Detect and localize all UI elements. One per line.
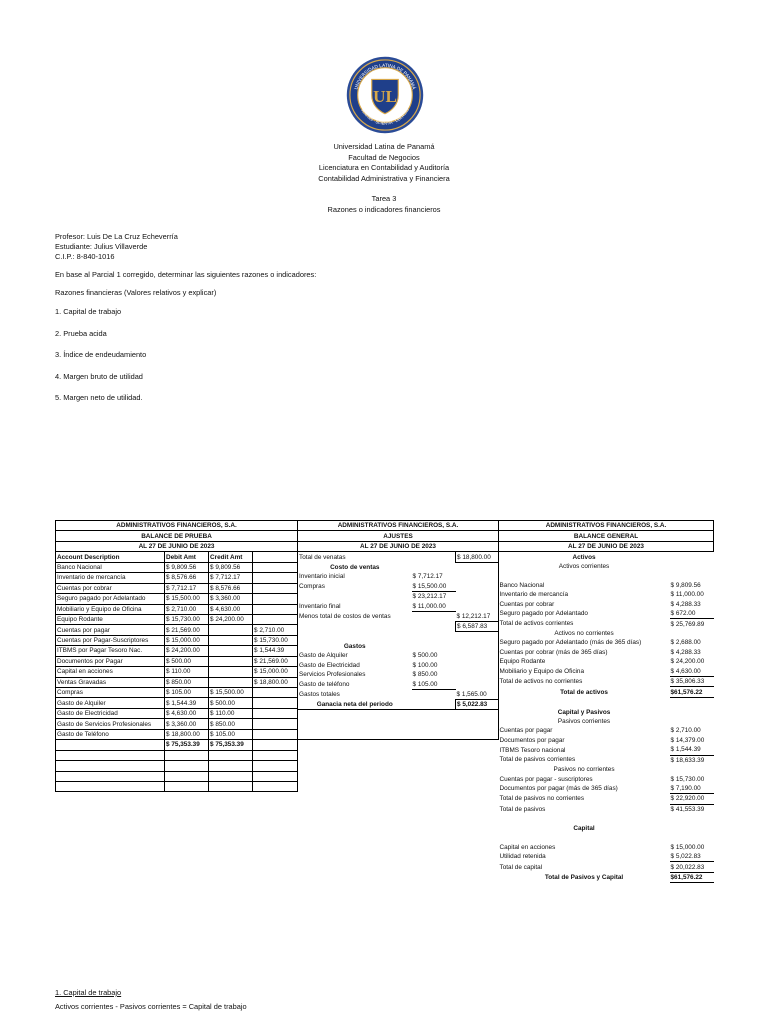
amount-cell (209, 667, 253, 677)
adjustments-table (297, 520, 499, 740)
amount-cell (253, 562, 298, 572)
total-sales-value: $ 18,800.00 (456, 552, 499, 562)
course-name: Contabilidad Administrativa y Financiera (318, 173, 450, 183)
instructions-text: En base al Parcial 1 corregido, determinar las siguientes razones o indicadores: (55, 270, 317, 279)
account-label: ITBMS Tesoro nacional (499, 746, 566, 754)
list-item: 5. Margen neto de utilidad. (55, 393, 143, 402)
trial-subtitle: BALANCE DE PRUEBA (56, 531, 298, 541)
account-description: Gasto de Teléfono (56, 729, 165, 739)
amount-cell (209, 625, 253, 635)
net-profit-value: $ 5,022.83 (456, 699, 499, 709)
document-header (0, 142, 768, 216)
table-row (56, 677, 298, 687)
account-label: Documentos por pagar (499, 736, 565, 744)
account-description: Cuentas por cobrar (56, 583, 165, 593)
balance-sheet-table (498, 520, 714, 883)
professor-line: Profesor: Luis De La Cruz Echeverría (55, 232, 178, 241)
account-description: Equipo Rodante (56, 614, 165, 624)
capital-liabilities-heading: Capital y Pasivos (557, 708, 611, 716)
trial-title: ADMINISTRATIVOS FINANCIEROS, S.A. (56, 521, 298, 531)
table-row (56, 614, 298, 624)
account-description: Compras (56, 688, 165, 698)
total-noncurrent-liabilities-label: Total de pasivos no corrientes (499, 795, 585, 803)
account-label: Banco Nacional (499, 581, 545, 589)
amount-cell: $ 1,544.39 (165, 698, 209, 708)
total-credit: $ 75,353.39 (209, 740, 253, 750)
total-current-liabilities-value: $ 18,633.39 (670, 756, 705, 764)
amount-cell: $ 15,000.00 (165, 635, 209, 645)
list-item: 4. Margen bruto de utilidad (55, 371, 143, 381)
initial-inventory-value: $ 7,712.17 (412, 573, 443, 581)
account-value: $ 24,200.00 (670, 658, 705, 666)
working-capital-section (55, 986, 247, 1014)
table-row (56, 729, 298, 739)
total-noncurrent-assets-value: $ 35,806.33 (670, 678, 705, 686)
amount-cell (253, 614, 298, 624)
account-description: Seguro pagado por Adelantado (56, 594, 165, 604)
expense-value: $ 100.00 (412, 661, 438, 669)
balance-date: AL 27 DE JUNIO DE 2023 (499, 541, 714, 551)
table-row (56, 573, 298, 583)
seal-ring-text-bottom: VERITAS · SCIENTIA · LIBERTAS (360, 107, 410, 126)
account-value: $ 2,688.00 (670, 639, 701, 647)
amount-cell: $ 4,630.00 (165, 708, 209, 718)
account-description: Inventario de mercancía (56, 573, 165, 583)
amount-cell: $ 110.00 (165, 667, 209, 677)
student-line: Estudiante: Julius Villaverde (55, 242, 148, 251)
account-value: $ 672.00 (670, 609, 714, 619)
amount-cell (209, 656, 253, 666)
account-description: Capital en acciones (56, 667, 165, 677)
amount-cell: $ 24,200.00 (165, 646, 209, 656)
account-description: Cuentas por pagar (56, 625, 165, 635)
account-description: Gasto de Alquiler (56, 698, 165, 708)
total-debit: $ 75,353.39 (165, 740, 209, 750)
less-cost-value: $ 12,212.17 (456, 611, 499, 621)
account-description: Documentos por Pagar (56, 656, 165, 666)
total-noncurrent-assets-label: Total de activos no corrientes (499, 678, 583, 686)
account-label: Inventario de mercancía (499, 591, 569, 599)
working-capital-formula: Activos corrientes - Pasivos corrientes = Capital de trabajo (55, 1002, 247, 1011)
amount-cell: $ 105.00 (165, 688, 209, 698)
university-name: Universidad Latina de Panamá (333, 142, 435, 151)
total-liabilities-capital-label: Total de Pasivos y Capital (544, 873, 624, 881)
amount-cell (209, 677, 253, 687)
noncurrent-liabilities-heading: Pasivos no corrientes (553, 766, 615, 774)
amount-cell: $ 3,360.00 (209, 594, 253, 604)
account-value: $ 14,379.00 (670, 736, 705, 744)
amount-cell: $ 15,500.00 (165, 594, 209, 604)
account-label: Cuentas por cobrar (más de 365 días) (499, 648, 608, 656)
initial-inventory-label: Inventario inicial (298, 572, 412, 581)
total-assets-value: $61,576.22 (670, 687, 714, 697)
total-expenses-label: Gastos totales (298, 689, 412, 699)
amount-cell: $ 4,630.00 (209, 604, 253, 614)
account-label: Cuentas por pagar (499, 727, 553, 735)
amount-cell: $ 8,576.66 (209, 583, 253, 593)
amount-cell: $ 2,710.00 (165, 604, 209, 614)
total-noncurrent-liabilities-value: $ 22,920.00 (670, 794, 714, 804)
total-current-assets-label: Total de activos corrientes (499, 620, 574, 628)
table-row (56, 625, 298, 635)
amount-cell: $ 9,809.56 (209, 562, 253, 572)
assignment-subtitle: Razones o indicadores financieros (327, 204, 441, 214)
balance-subtitle: BALANCE GENERAL (499, 531, 714, 541)
expenses-title: Gastos (298, 642, 412, 651)
amount-cell: $ 18,800.00 (165, 729, 209, 739)
table-row (56, 583, 298, 593)
amount-cell: $ 15,500.00 (209, 688, 253, 698)
account-label: Mobiliario y Equipo de Oficina (499, 668, 585, 676)
account-label: Documentos por pagar (más de 365 días) (499, 785, 618, 793)
purchases-value: $ 15,500.00 (412, 582, 456, 592)
table-row (56, 604, 298, 614)
table-row (56, 562, 298, 572)
assignment-title: Tarea 3 (371, 194, 397, 204)
list-item: 1. Capital de trabajo (55, 307, 122, 316)
amount-cell: $ 500.00 (209, 698, 253, 708)
account-description: ITBMS por Pagar Tesoro Nac. (56, 646, 165, 656)
total-current-liabilities-label: Total de pasivos corrientes (499, 756, 576, 764)
total-liabilities-value: $ 41,553.39 (670, 805, 705, 813)
amount-cell (253, 688, 298, 698)
current-liabilities-heading: Pasivos corrientes (557, 717, 611, 725)
purchases-sum-value: $ 23,212.17 (412, 593, 447, 601)
expense-label: Servicios Profesionales (298, 670, 412, 679)
account-label: Seguro pagado por Adelantado (más de 365 días) (499, 639, 642, 647)
list-item: 3. Índice de endeudamiento (55, 350, 147, 359)
table-row (56, 594, 298, 604)
amount-cell: $ 500.00 (165, 656, 209, 666)
account-value: $ 4,288.33 (670, 648, 701, 656)
adjust-title: ADMINISTRATIVOS FINANCIEROS, S.A. (298, 521, 499, 531)
account-description: Mobiliario y Equipo de Oficina (56, 604, 165, 614)
amount-cell (253, 573, 298, 583)
account-description: Banco Nacional (56, 562, 165, 572)
cost-of-sales-title: Costo de ventas (298, 562, 412, 572)
account-label: Cuentas por pagar - suscriptores (499, 775, 593, 783)
column-header: Credit Amt (209, 552, 253, 562)
final-inventory-value: $ 11,000.00 (412, 602, 456, 612)
total-liabilities-label: Total de pasivos (499, 805, 546, 813)
table-row (56, 646, 298, 656)
column-header: Account Description (56, 552, 165, 562)
account-value: $ 1,544.39 (670, 745, 714, 755)
adjust-subtitle: AJUSTES (298, 531, 499, 541)
account-value: $ 5,022.83 (670, 852, 714, 862)
amount-cell: $ 15,730.00 (165, 614, 209, 624)
account-label: Utilidad retenida (499, 853, 546, 861)
account-label: Equipo Rodante (499, 658, 546, 666)
amount-cell: $ 21,569.00 (165, 625, 209, 635)
student-info (55, 232, 178, 262)
amount-cell: $ 110.00 (209, 708, 253, 718)
account-description: Ventas Gravadas (56, 677, 165, 687)
column-header: Debit Amt (165, 552, 209, 562)
amount-cell (253, 698, 298, 708)
amount-cell: $ 21,569.00 (253, 656, 298, 666)
faculty-name: Facultad de Negocios (348, 152, 420, 162)
account-value: $ 15,730.00 (670, 775, 705, 783)
amount-cell: $ 15,730.00 (253, 635, 298, 645)
account-description: Gasto de Servicios Profesionales (56, 719, 165, 729)
table-row (56, 698, 298, 708)
degree-name: Licenciatura en Contabilidad y Auditoría (318, 163, 450, 173)
table-row (56, 635, 298, 645)
gross-profit-value: $ 6,587.83 (456, 621, 499, 631)
expense-value: $ 850.00 (412, 671, 438, 679)
amount-cell (253, 583, 298, 593)
trial-balance-table (55, 520, 298, 792)
list-item: 2. Prueba acida (55, 328, 107, 338)
amount-cell (253, 729, 298, 739)
amount-cell (209, 635, 253, 645)
total-assets-label: Total de activos (560, 688, 608, 696)
amount-cell: $ 1,544.39 (253, 646, 298, 656)
amount-cell: $ 7,712.17 (165, 583, 209, 593)
less-cost-label: Menos total de costos de ventas (298, 611, 412, 621)
amount-cell: $ 2,710.00 (253, 625, 298, 635)
total-sales-label: Total de venatas (298, 552, 412, 562)
ratios-list (55, 307, 146, 415)
expense-label: Gasto de teléfono (298, 680, 412, 690)
table-row (56, 688, 298, 698)
account-value: $ 4,630.00 (670, 667, 714, 677)
account-label: Cuentas por cobrar (499, 600, 555, 608)
account-label: Seguro pagado por Adelantado (499, 610, 588, 618)
assets-heading: Activos (572, 553, 596, 561)
expense-label: Gasto de Alquiler (298, 651, 412, 660)
account-value: $ 2,710.00 (670, 727, 701, 735)
adjust-date: AL 27 DE JUNIO DE 2023 (298, 541, 499, 551)
current-assets-heading: Activos corrientes (558, 562, 610, 570)
seal-ring-text-top: UNIVERSIDAD LATINA DE PANAMÁ (353, 62, 417, 90)
amount-cell: $ 8,576.66 (165, 573, 209, 583)
expense-value: $ 500.00 (412, 652, 438, 660)
purchases-label: Compras (298, 582, 412, 592)
final-inventory-label: Inventario final (298, 602, 412, 612)
capital-heading: Capital (573, 824, 595, 832)
amount-cell: $ 105.00 (209, 729, 253, 739)
totals-row (56, 740, 298, 750)
cip-line: C.I.P.: 8-840-1016 (55, 252, 115, 261)
ratios-subtitle: Razones financieras (Valores relativos y explicar) (55, 288, 217, 297)
account-label: Capital en acciones (499, 843, 556, 851)
balance-title: ADMINISTRATIVOS FINANCIEROS, S.A. (499, 521, 714, 531)
amount-cell: $ 9,809.56 (165, 562, 209, 572)
trial-date: AL 27 DE JUNIO DE 2023 (56, 541, 298, 551)
total-expenses-value: $ 1,565.00 (456, 689, 499, 699)
table-row (56, 719, 298, 729)
account-value: $ 15,000.00 (670, 843, 705, 851)
working-capital-heading: 1. Capital de trabajo (55, 988, 122, 997)
account-value: $ 11,000.00 (670, 591, 704, 599)
amount-cell: $ 24,200.00 (209, 614, 253, 624)
university-seal-logo (346, 56, 424, 134)
amount-cell: $ 7,712.17 (209, 573, 253, 583)
account-value: $ 9,809.56 (670, 581, 701, 589)
amount-cell: $ 18,800.00 (253, 677, 298, 687)
noncurrent-assets-heading: Activos no corrientes (554, 630, 614, 638)
amount-cell: $ 15,000.00 (253, 667, 298, 677)
total-current-assets-value: $ 25,769.89 (670, 620, 705, 628)
total-capital-value: $ 20,022.83 (670, 863, 705, 871)
total-capital-label: Total de capital (499, 863, 543, 871)
total-liabilities-capital-value: $61,576.22 (670, 872, 714, 882)
account-description: Gasto de Electricidad (56, 708, 165, 718)
account-value: $ 7,190.00 (670, 784, 714, 794)
table-row (56, 656, 298, 666)
amount-cell (253, 594, 298, 604)
amount-cell: $ 850.00 (165, 677, 209, 687)
amount-cell: $ 3,360.00 (165, 719, 209, 729)
account-value: $ 4,288.33 (670, 600, 701, 608)
net-profit-label: Ganacia neta del periodo (298, 699, 412, 709)
amount-cell (253, 708, 298, 718)
amount-cell (209, 646, 253, 656)
amount-cell (253, 604, 298, 614)
table-row (56, 708, 298, 718)
account-description: Cuentas por Pagar-Suscriptores (56, 635, 165, 645)
expense-label: Gasto de Electricidad (298, 661, 412, 670)
amount-cell: $ 850.00 (209, 719, 253, 729)
table-row (56, 667, 298, 677)
amount-cell (253, 719, 298, 729)
seal-initials: UL (373, 87, 397, 107)
expense-value: $ 105.00 (412, 680, 456, 690)
